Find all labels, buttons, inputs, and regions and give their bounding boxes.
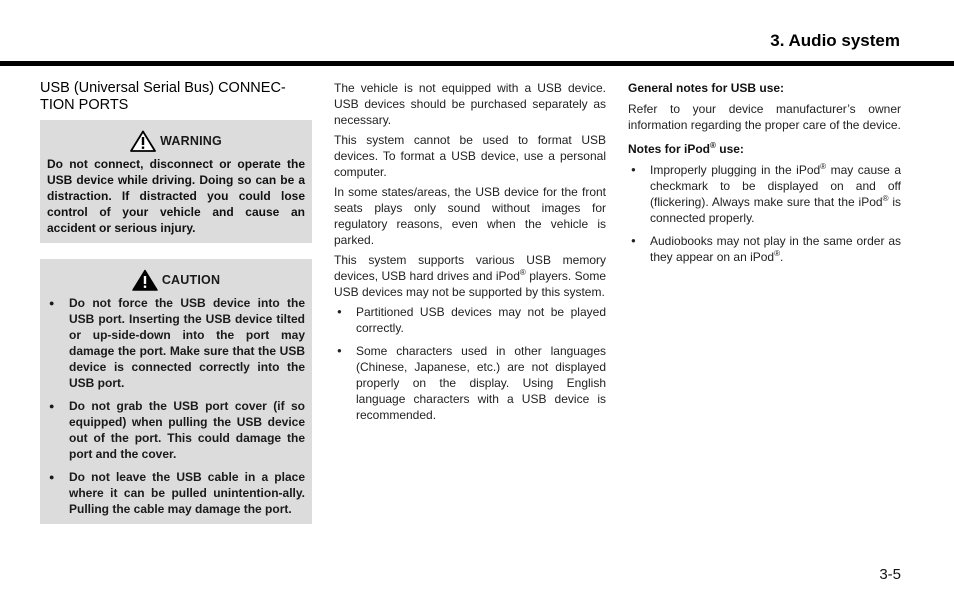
text-run: is connected properly.	[650, 195, 902, 225]
page-header-title: 3. Audio system	[770, 31, 900, 50]
text-run: This system supports various USB memory devices, USB hard drives and iPod	[334, 253, 606, 283]
caution-item: ● Do not force the USB device into the USB port. Inserting the USB device tilted or up-side-down into the port may damage the port. Make sure that the USB device is connected correctly into the USB port.	[47, 295, 305, 391]
paragraph: This system cannot be used to format USB devices. To format a USB device, use a personal computer.	[334, 133, 606, 179]
page-number: 3-5	[879, 566, 901, 583]
column-middle	[334, 80, 606, 430]
caution-item: ● Do not grab the USB port cover (if so equipped) when pulling the USB device out of the port. This could damage the port and the cover.	[47, 398, 305, 462]
list-item	[628, 162, 901, 226]
paragraph-supported-devices	[334, 252, 606, 300]
warning-triangle-icon	[130, 130, 156, 152]
text-run: players. Some USB devices may not be supported by this system.	[334, 269, 606, 299]
paragraph: In some states/areas, the USB device for the front seats plays only sound without images for regulatory reasons, even when the vehicle is parked.	[334, 185, 606, 247]
warning-box	[40, 120, 312, 243]
text-run: Notes for iPod	[628, 142, 711, 156]
list-item: ● Partitioned USB devices may not be played correctly.	[334, 304, 606, 336]
list-item: ● Some characters used in other languages (Chinese, Japanese, etc.) are not displayed properly on the display. Using English language characters with a USB device is recommended.	[334, 343, 606, 423]
general-notes-heading: General notes for USB use:	[628, 81, 785, 95]
registered-mark: ®	[774, 249, 781, 258]
text-run: Improperly plugging in the iPod	[650, 163, 821, 177]
caution-list	[47, 295, 305, 517]
caution-item: ● Do not leave the USB cable in a place where it can be pulled unintention-ally. Pulling the cable may damage the port.	[47, 469, 305, 517]
text-run: use:	[715, 142, 744, 156]
caution-label: CAUTION	[161, 273, 221, 287]
paragraph: The vehicle is not equipped with a USB device. USB devices should be purchased separately as necessary.	[334, 81, 606, 127]
ipod-notes-list	[628, 162, 901, 265]
section-title: USB (Universal Serial Bus) CONNEC-TION PORTS	[40, 80, 286, 113]
registered-mark: ®	[820, 162, 827, 171]
caution-triangle-icon	[132, 269, 158, 291]
column-right	[628, 80, 901, 272]
text-run: may cause a checkmark to be displayed on and off (flickering). Always make sure that the iPod	[650, 163, 901, 209]
caution-heading	[47, 269, 305, 291]
registered-mark: ®	[882, 194, 889, 203]
caution-box	[40, 259, 312, 524]
usb-notes-list	[334, 304, 606, 423]
ipod-notes-heading	[628, 141, 901, 157]
text-run: Audiobooks may not play in the same order as they appear on an iPod	[650, 234, 901, 264]
general-notes-text: Refer to your device manufacturer’s owner information regarding the proper care of the device.	[628, 102, 901, 132]
warning-heading	[47, 130, 305, 152]
column-left	[40, 80, 312, 524]
header-rule	[0, 61, 954, 66]
warning-label: WARNING	[160, 134, 222, 148]
registered-mark: ®	[519, 268, 526, 277]
registered-mark: ®	[710, 141, 716, 150]
list-item	[628, 233, 901, 265]
text-run: .	[780, 250, 784, 264]
warning-text: Do not connect, disconnect or operate the USB device while driving. Doing so can be a distraction. If distracted you could lose control of your vehicle and cause an accident or serious injury.	[47, 157, 305, 235]
